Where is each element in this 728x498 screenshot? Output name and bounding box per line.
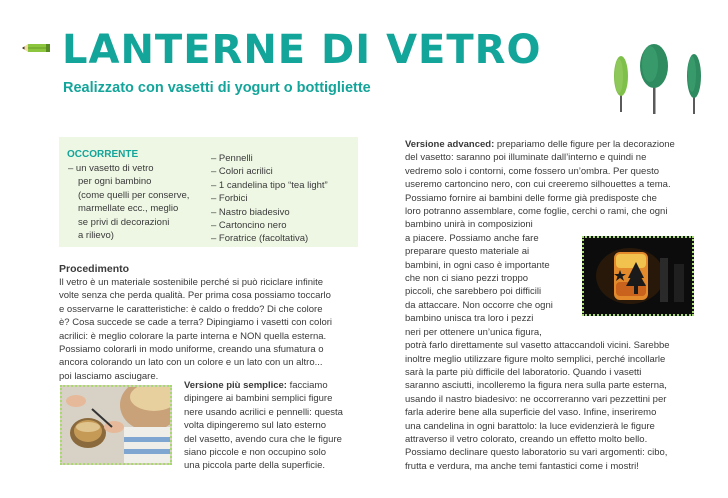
text-line: sarà la parte più difficile del laboratorio. Quando i vasetti	[405, 366, 642, 378]
text-line: neri per ottenere un’unica figura,	[405, 326, 542, 338]
text-line: è? Cosa succede se cade a terra? Dipingiamo i vasetti con colori	[59, 317, 333, 329]
child-painting-image	[62, 387, 170, 463]
text-line: nere usando acrilici e pennelli: questa	[184, 406, 343, 418]
text-line: una candelina in ogni barattolo: la luce evidenzierà le figure	[405, 420, 655, 432]
page-title: LANTERNE DI VETRO	[62, 27, 542, 73]
pencil-icon	[22, 42, 50, 54]
text-line: del vasetto, avendo cura che le figure	[184, 433, 342, 445]
text-line: a piacere. Possiamo anche fare	[405, 232, 539, 244]
list-item: – 1 candelina tipo “tea light”	[211, 179, 328, 191]
text-line: preparare questo materiale ai	[405, 246, 530, 258]
text-line: frutta e verdura, ma anche temi fantastici come i mostri!	[405, 460, 639, 472]
procedure-text	[59, 276, 359, 383]
list-item: – Forbici	[211, 193, 248, 205]
list-item: (come quelli per conserve,	[78, 189, 190, 201]
text-line: bambini, in ogni caso è importante	[405, 259, 550, 271]
materials-list-1	[68, 162, 218, 242]
photo-lantern	[582, 236, 694, 316]
text-line: Possiamo fornire ai bambini delle forme già predisposte che	[405, 192, 657, 204]
materials-list-2	[211, 152, 356, 246]
list-item: – Colori acrilici	[211, 166, 273, 178]
text-line: che non ci siano pezzi troppo	[405, 273, 529, 285]
materials-heading: OCCORRENTE	[67, 149, 139, 160]
text-line: loro potranno assemblare, come foglie, cerchi o rami, che ogni	[405, 206, 668, 218]
list-item: per ogni bambino	[78, 176, 152, 188]
text-line: poi lasciamo asciugare.	[59, 370, 159, 382]
text-line: acrilici: è meglio colorare la parte interna e NON quella esterna.	[59, 330, 327, 342]
text-line: vedremo solo i contorni, come fossero un’ombra. Per questo	[405, 165, 659, 177]
text-span: facciamo	[286, 380, 328, 391]
text-line: Possiamo declinare questo laboratorio su vari argomenti: cibo,	[405, 447, 668, 459]
text-line: usando il nastro biadesivo: ne occorreranno vari pezzettini per	[405, 393, 667, 405]
list-item: – Foratrice (facoltativa)	[211, 233, 309, 245]
text-line: attraverso il vetro colorato, creando un effetto molto bello.	[405, 433, 648, 445]
text-line: farla aderire bene alla superficie del vaso. Infine, inseriremo	[405, 407, 657, 419]
procedure-heading: Procedimento	[59, 263, 130, 275]
text-line: potrà farlo direttamente sul vasetto attaccandoli vicini. Sarebbe	[405, 340, 670, 352]
text-line: useremo cartoncino nero, con cui creeremo silhouettes a tema.	[405, 179, 671, 191]
page-subtitle: Realizzato con vasetti di yogurt o bottigliette	[63, 80, 371, 96]
text-line: ancora colorando un lato con un colore e un lato con un altro...	[59, 357, 323, 369]
list-item: se privi di decorazioni	[78, 216, 170, 228]
trees-illustration	[606, 42, 710, 116]
list-item: – un vasetto di vetro	[68, 163, 154, 174]
simple-version-text	[184, 379, 364, 473]
text-line: Possiamo colorarli in modo uniforme, creando una sfumatura o	[59, 344, 324, 356]
text-line: e osservarne le caratteristiche: è caldo o freddo? Di che colore	[59, 303, 323, 315]
text-line: bambino unisca tra loro i pezzi	[405, 313, 534, 325]
text-line: da attaccare. Non occorre che ogni	[405, 299, 553, 311]
text-line: piccoli, che sarebbero poi difficili	[405, 286, 542, 298]
text-line	[405, 138, 705, 151]
list-item: – Pennelli	[211, 153, 253, 164]
lantern-image	[584, 238, 692, 314]
text-line: Il vetro è un materiale sostenibile perché si può riciclare infinite	[59, 277, 324, 288]
list-item: – Nastro biadesivo	[211, 206, 290, 218]
text-line	[184, 379, 364, 392]
text-line: volte senza che perda qualità. Per prima cosa possiamo toccarlo	[59, 290, 331, 302]
materials-box	[59, 137, 358, 247]
list-item: marmellate ecc., meglio	[78, 203, 179, 215]
text-line: volta dipingeremo sul lato esterno	[184, 420, 327, 432]
photo-child-painting	[60, 385, 172, 465]
text-line: del vasetto: saranno poi illuminate dall’interno e quindi ne	[405, 152, 647, 164]
simple-version-label: Versione più semplice:	[184, 380, 287, 391]
text-line: saranno asciutti, incolleremo la figura nera sulla parte esterna,	[405, 380, 667, 392]
list-item: – Cartoncino nero	[211, 220, 287, 232]
text-line: inoltre meglio utilizzare figure molto semplici, perché incollarle	[405, 353, 666, 365]
text-line: dipingere ai bambini semplici figure	[184, 393, 333, 405]
text-line: bambino unirà in composizioni	[405, 219, 533, 231]
text-span: prepariamo delle figure per la decorazione	[494, 139, 675, 150]
list-item: a rilievo)	[78, 230, 114, 242]
advanced-version-label: Versione advanced:	[405, 139, 495, 150]
text-line: siano piccole e non occupino solo	[184, 447, 327, 459]
text-line: una piccola parte della superficie.	[184, 460, 326, 472]
